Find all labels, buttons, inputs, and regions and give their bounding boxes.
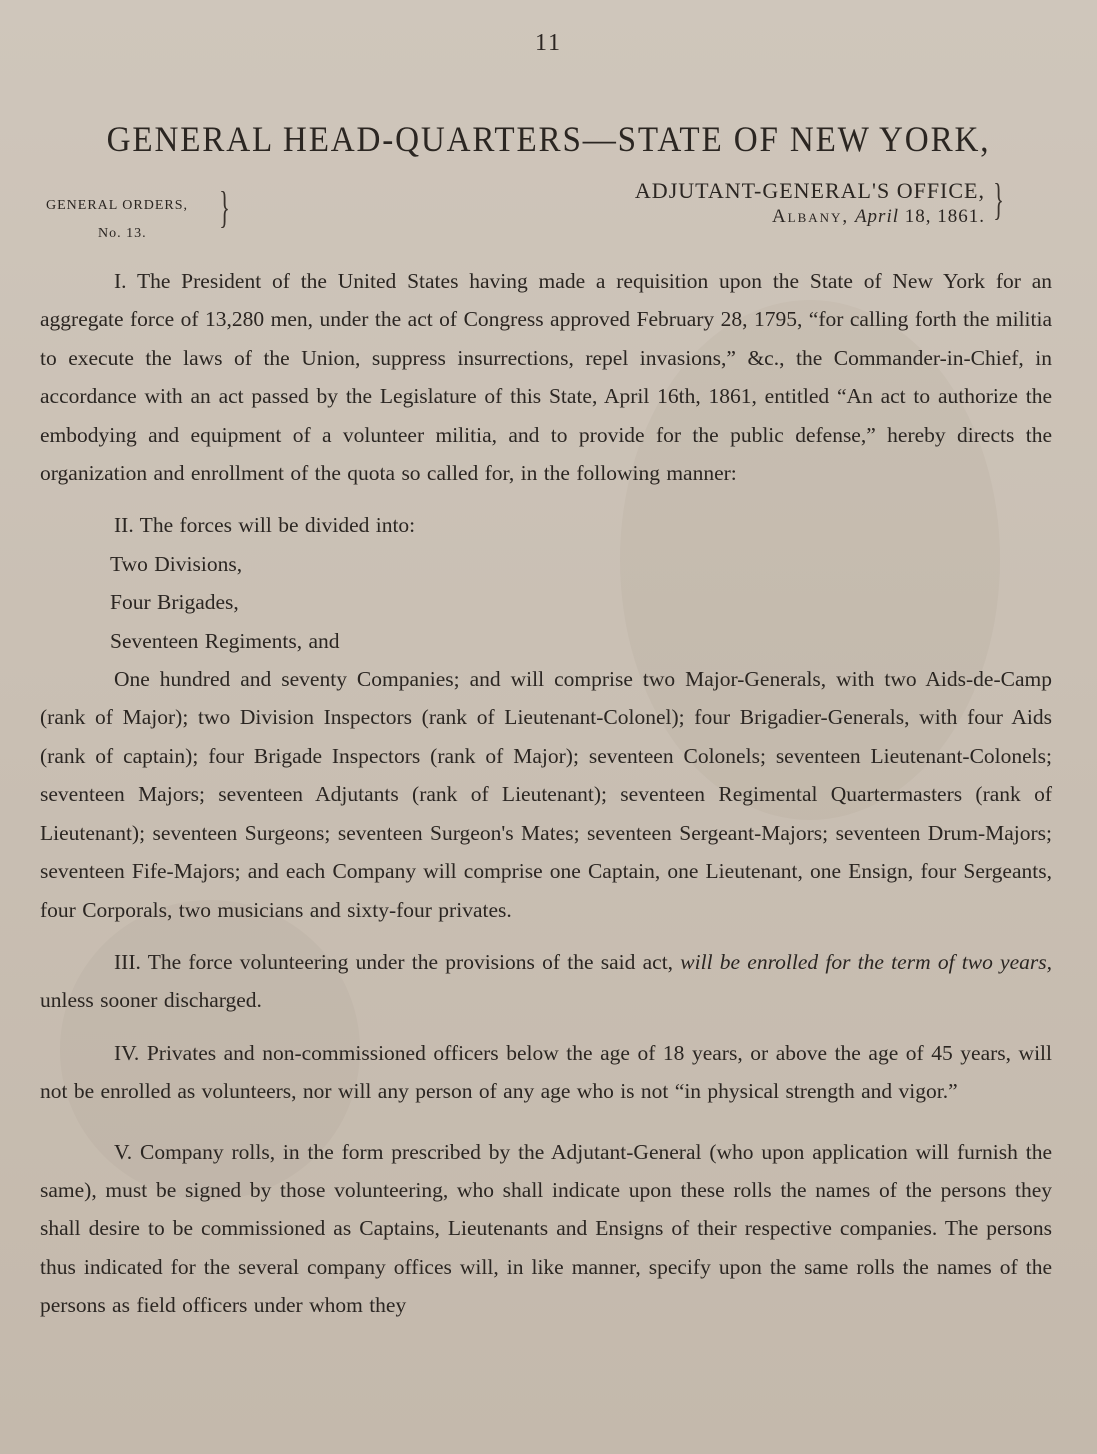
section-3 (40, 943, 1052, 1020)
right-brace-glyph: } (993, 175, 1004, 224)
section-4: IV. Privates and non-commissioned officers below the age of 18 years, or above the age of 45 years, will not be enrolled as volunteers, nor will any person of any age who is not “in physical strength and vigor.” (40, 1040, 1052, 1104)
section-2-body: One hundred and seventy Companies; and will comprise two Major-Generals, with two Aids-de-Camp (rank of Major); two Division Inspectors (rank of Lieutenant-Colonel); four Brigadier-Generals, with four Aids (rank of captain); four Brigade Inspectors (rank of Major); seventeen Colonels; seventeen Lieutenant-Colonels; seventeen Majors; seventeen Adjutants (rank of Lieutenant); seventeen Regimental Quartermasters (rank of Lieutenant); seventeen Surgeons; seventeen Surgeon's Mates; seventeen Sergeant-Majors; seventeen Drum-Majors; seventeen Fife-Majors; and each Company will comprise one Captain, one Lieutenant, one Ensign, four Sergeants, four Corporals, two musicians and sixty-four privates. (40, 667, 1052, 922)
office-name: ADJUTANT-GENERAL'S OFFICE, (634, 178, 985, 203)
page-title: GENERAL HEAD-QUARTERS—STATE OF NEW YORK, (106, 119, 991, 159)
section-2-intro: II. The forces will be divided into: (114, 513, 416, 538)
general-orders-block (46, 192, 188, 248)
section-3-end: unless sooner discharged. (40, 988, 262, 1013)
section-2-list-item: Seventeen Regiments, and (110, 628, 340, 653)
general-orders-label: GENERAL ORDERS, (46, 198, 189, 213)
section-3-start: III. The force volunteering under the provisions of the said act, (114, 949, 674, 974)
section-2-list-item: Four Brigades, (110, 590, 239, 615)
section-3-italic: will be enrolled for the term of two years, (680, 949, 1053, 974)
general-orders-number: No. 13. (98, 226, 147, 241)
office-date-rest: 18, 1861. (904, 206, 985, 227)
left-brace-glyph: } (219, 183, 230, 232)
office-place: Albany, (771, 206, 850, 227)
section-5: V. Company rolls, in the form prescribed by the Adjutant-General (who upon application will furnish the same), must be signed by those volunteering, who shall indicate upon these rolls the names of the persons they shall desire to be commissioned as Captains, Lieutenants and Ensigns of their respective companies. The persons thus indicated for the several company offices will, in like manner, specify upon the same rolls the names of the persons as field officers under whom they (40, 1139, 1052, 1318)
document-body (40, 262, 1052, 1325)
office-block (635, 178, 985, 230)
page-number: 11 (534, 30, 563, 56)
office-date-month: April (854, 206, 899, 227)
section-1: I. The President of the United States having made a requisition upon the State of New York for an aggregate force of 13,280 men, under the act of Congress approved February 28, 1795, “for calling forth the militia to execute the laws of the Union, suppress insurrections, repel invasions,” &c., the Commander-in-Chief, in accordance with an act passed by the Legislature of this State, April 16th, 1861, entitled “An act to authorize the embodying and equipment of a volunteer militia, and to provide for the public defense,” hereby directs the organization and enrollment of the quota so called for, in the following manner: (40, 269, 1052, 486)
section-2-list-item: Two Divisions, (110, 551, 243, 576)
office-date (635, 204, 985, 230)
